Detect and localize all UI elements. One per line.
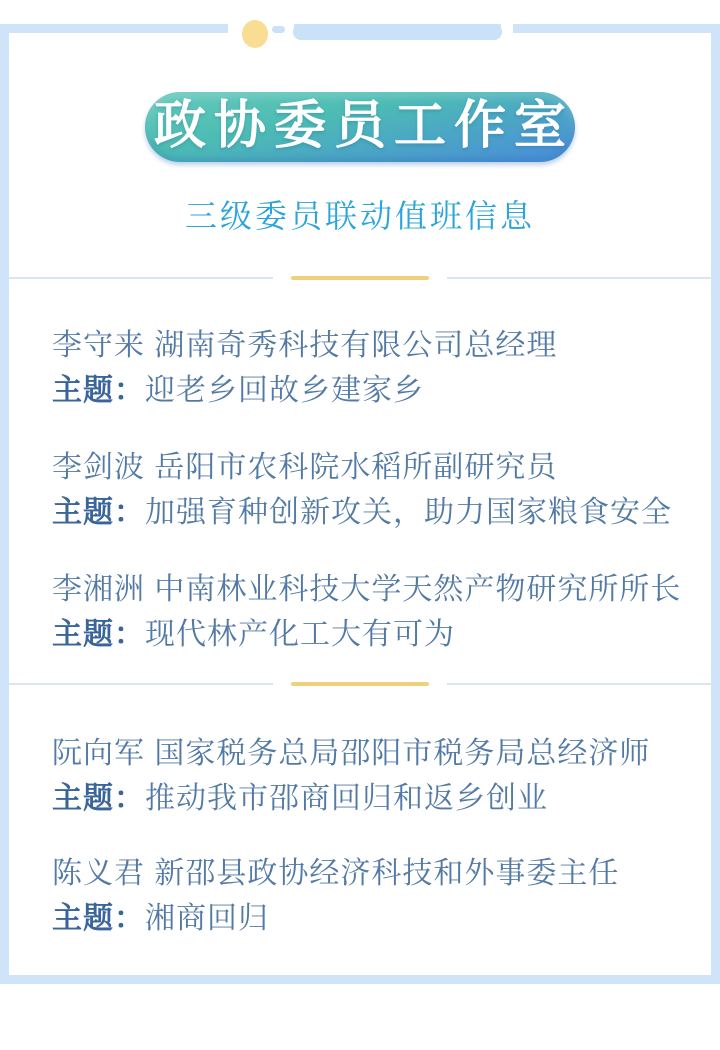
member-name-line: 李湘洲 中南林业科技大学天然产物研究所所长 — [52, 573, 682, 606]
duty-entry — [52, 445, 700, 535]
member-name-line: 李剑波 岳阳市农科院水稻所副研究员 — [52, 451, 558, 484]
topic-text: 湘商回归 — [145, 902, 269, 935]
page-subtitle: 三级委员联动值班信息 — [184, 198, 535, 234]
section-divider — [0, 276, 720, 280]
topic-text: 加强育种创新攻关，助力国家粮食安全 — [145, 496, 672, 529]
topic-label: 主题： — [52, 374, 145, 407]
topic-text: 迎老乡回故乡建家乡 — [145, 374, 424, 407]
duty-entry — [52, 731, 700, 821]
topic-line — [52, 612, 700, 657]
divider-line-left — [9, 683, 273, 685]
duty-entry — [52, 323, 700, 413]
title-badge — [145, 92, 575, 162]
topic-label: 主题： — [52, 902, 145, 935]
member-name-line: 李守来 湖南奇秀科技有限公司总经理 — [52, 329, 558, 362]
blue-capsule-icon — [293, 24, 502, 40]
divider-yellow-dash — [291, 682, 429, 686]
topic-label: 主题： — [52, 496, 145, 529]
member-name-line: 阮向军 国家税务总局邵阳市税务局总经济师 — [52, 737, 651, 770]
topic-label: 主题： — [52, 618, 145, 651]
topic-label: 主题： — [52, 782, 145, 815]
yellow-dot-icon — [242, 20, 268, 48]
topic-line — [52, 896, 700, 941]
topic-line — [52, 490, 700, 535]
topic-line — [52, 368, 700, 413]
topic-text: 现代林产化工大有可为 — [145, 618, 455, 651]
section-divider — [0, 682, 720, 686]
divider-line-right — [447, 683, 712, 685]
topic-text: 推动我市邵商回归和返乡创业 — [145, 782, 548, 815]
divider-line-right — [447, 277, 712, 279]
blue-dash-icon — [272, 26, 285, 33]
duty-entry — [52, 567, 700, 657]
top-border-gap-right — [501, 23, 513, 34]
divider-line-left — [9, 277, 273, 279]
member-name-line: 陈义君 新邵县政协经济科技和外事委主任 — [52, 857, 620, 890]
divider-yellow-dash — [291, 276, 429, 280]
page-title: 政协委员工作室 — [153, 98, 574, 155]
topic-line — [52, 776, 700, 821]
duty-entry — [52, 851, 700, 941]
